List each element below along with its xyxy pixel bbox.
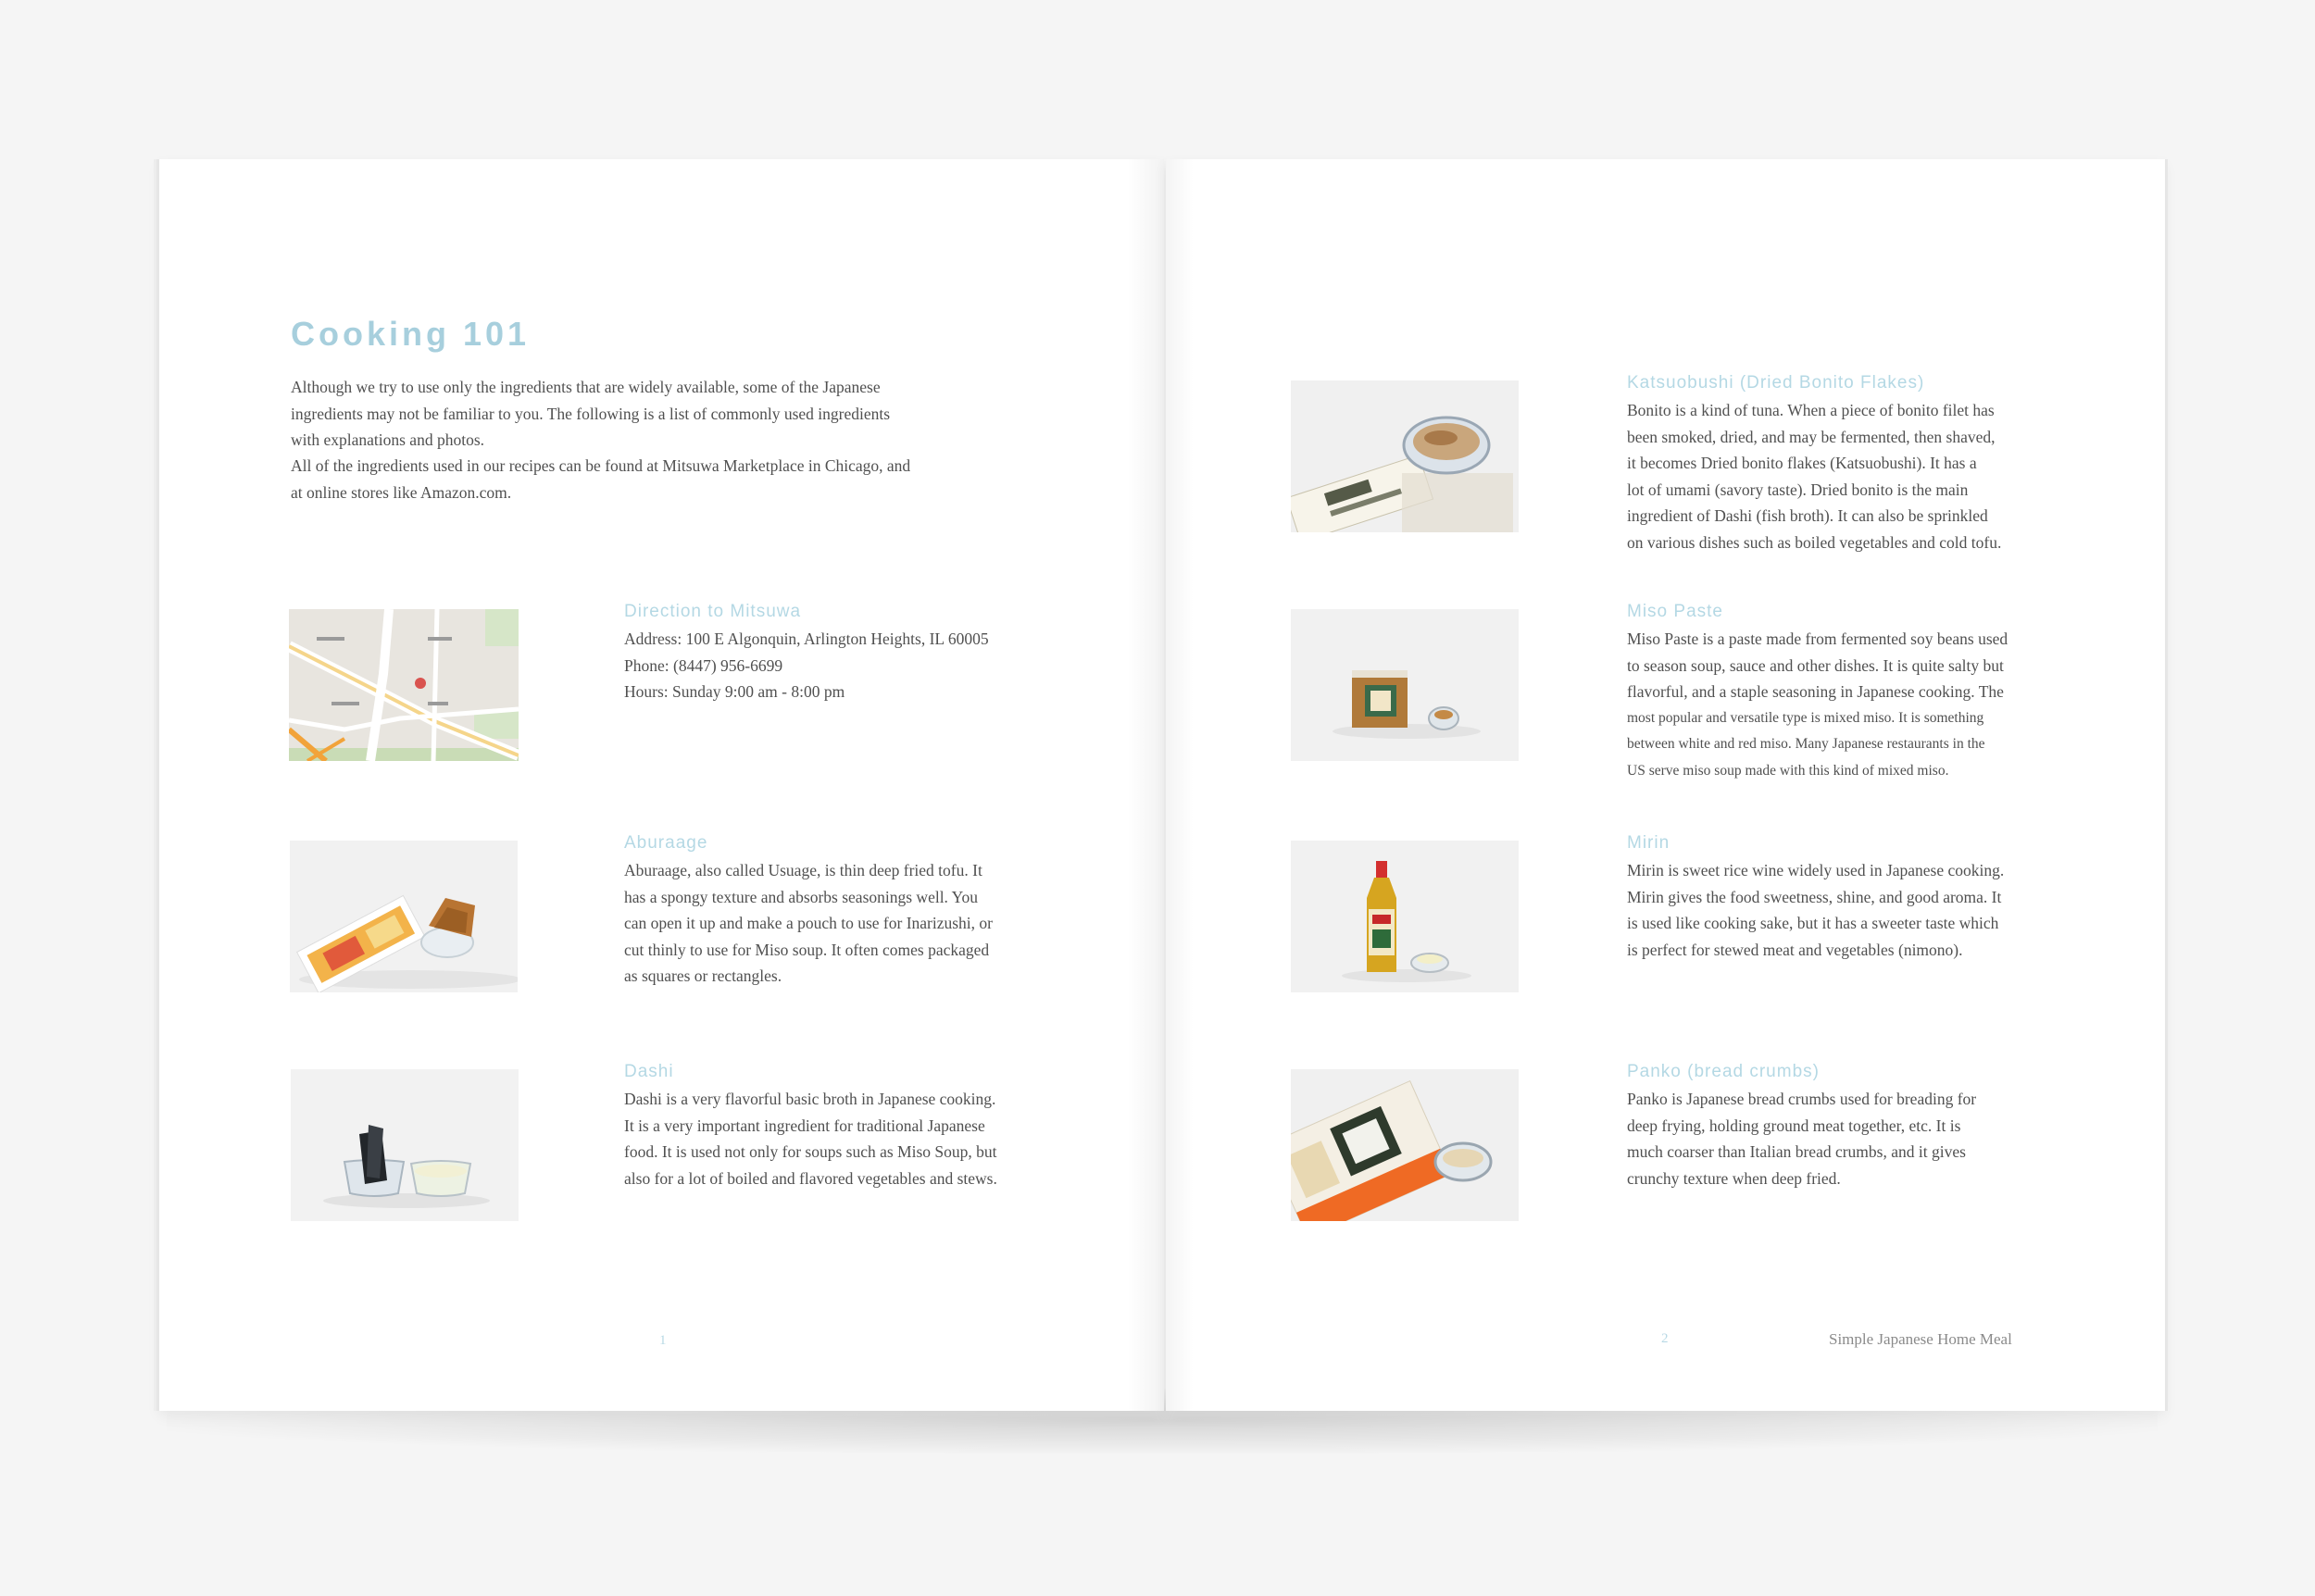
aburaage-line: has a spongy texture and absorbs seasonings well. You [624,887,979,906]
katsuobushi-line: ingredient of Dashi (fish broth). It can also be sprinkled [1627,506,1988,525]
aburaage-line: cut thinly to use for Miso soup. It often comes packaged [624,940,990,959]
katsuobushi-text [1627,397,2001,555]
katsuobushi-line: Bonito is a kind of tuna. When a piece of bonito filet has [1627,401,1995,419]
katsuobushi-line: lot of umami (savory taste). Dried bonito is the main [1627,480,1969,499]
dashi-photo [291,1069,519,1221]
miso-line: most popular and versatile type is mixed miso. It is something [1627,709,1984,726]
mirin-line: is used like cooking sake, but it has a sweeter taste which [1627,914,1999,932]
direction-title: Direction to Mitsuwa [624,602,802,621]
panko-line: crunchy texture when deep fried. [1627,1168,1841,1188]
mirin-text [1627,857,2004,963]
book-title-footer: Simple Japanese Home Meal [1829,1330,2012,1348]
page-number: 2 [1661,1331,1669,1346]
right-page [1166,159,2165,1411]
panko-line: much coarser than Italian bread crumbs, and it gives [1627,1142,1966,1161]
direction-text [624,626,989,705]
katsuobushi-title: Katsuobushi (Dried Bonito Flakes) [1627,373,1925,393]
aburaage-line: can open it up and make a pouch to use for Inarizushi, or [624,914,993,932]
page-title: Cooking 101 [291,315,531,353]
intro-paragraph-2: All of the ingredients used in our recipes can be found at Mitsuwa Marketplace in Chicago, and at online stores like Amazon.com. [291,456,911,502]
miso-line: US serve miso soup made with this kind of mixed miso. [1627,762,1949,779]
left-page [159,159,1164,1411]
katsuobushi-line: on various dishes such as boiled vegetables and cold tofu. [1627,532,2002,552]
aburaage-line: as squares or rectangles. [624,966,782,985]
miso-line: to season soup, sauce and other dishes. It is quite salty but [1627,655,2004,675]
katsuobushi-line: it becomes Dried bonito flakes (Katsuobushi). It has a [1627,454,1977,472]
panko-title: Panko (bread crumbs) [1627,1062,1820,1081]
dashi-line: food. It is used not only for soups such as Miso Soup, but [624,1142,997,1161]
panko-text [1627,1086,1976,1191]
dashi-title: Dashi [624,1062,674,1081]
aburaage-photo [290,841,518,992]
mirin-photo [1291,841,1519,992]
panko-line: deep frying, holding ground meat together, etc. It is [1627,1116,1961,1135]
dashi-text [624,1086,997,1191]
mirin-line: Mirin is sweet rice wine widely used in Japanese cooking. [1627,861,2005,879]
miso-photo [1291,609,1519,761]
mirin-title: Mirin [1627,833,1671,853]
direction-address: Address: 100 E Algonquin, Arlington Heights, IL 60005 [624,630,989,648]
miso-line: Miso Paste is a paste made from fermented soy beans used [1627,630,2008,648]
direction-phone: Phone: (8447) 956-6699 [624,655,783,675]
miso-title: Miso Paste [1627,602,1723,621]
katsuobushi-photo [1291,380,1519,532]
direction-hours: Hours: Sunday 9:00 am - 8:00 pm [624,682,845,701]
dashi-line: Dashi is a very flavorful basic broth in Japanese cooking. [624,1090,996,1108]
page-number: 1 [659,1333,667,1348]
dashi-line: also for a lot of boiled and flavored vegetables and stews. [624,1168,997,1188]
aburaage-title: Aburaage [624,833,708,853]
mirin-line: is perfect for stewed meat and vegetables (nimono). [1627,940,1963,959]
miso-text [1627,626,2008,784]
map-image [289,609,519,761]
aburaage-text [624,857,993,990]
panko-line: Panko is Japanese bread crumbs used for breading for [1627,1090,1977,1108]
intro-paragraph-1: Although we try to use only the ingredients that are widely available, some of the Japanese ingredients may not be familiar to you. The following is a list of commonly used ingredients with explanations and photos. [291,378,891,449]
katsuobushi-line: been smoked, dried, and may be fermented, then shaved, [1627,427,1996,446]
aburaage-line: Aburaage, also called Usuage, is thin deep fried tofu. It [624,861,982,879]
dashi-line: It is a very important ingredient for traditional Japanese [624,1116,985,1135]
panko-photo [1291,1069,1519,1221]
mirin-line: Mirin gives the food sweetness, shine, and good aroma. It [1627,887,2002,906]
miso-line: between white and red miso. Many Japanese restaurants in the [1627,736,1985,752]
miso-line: flavorful, and a staple seasoning in Japanese cooking. The [1627,682,2004,701]
